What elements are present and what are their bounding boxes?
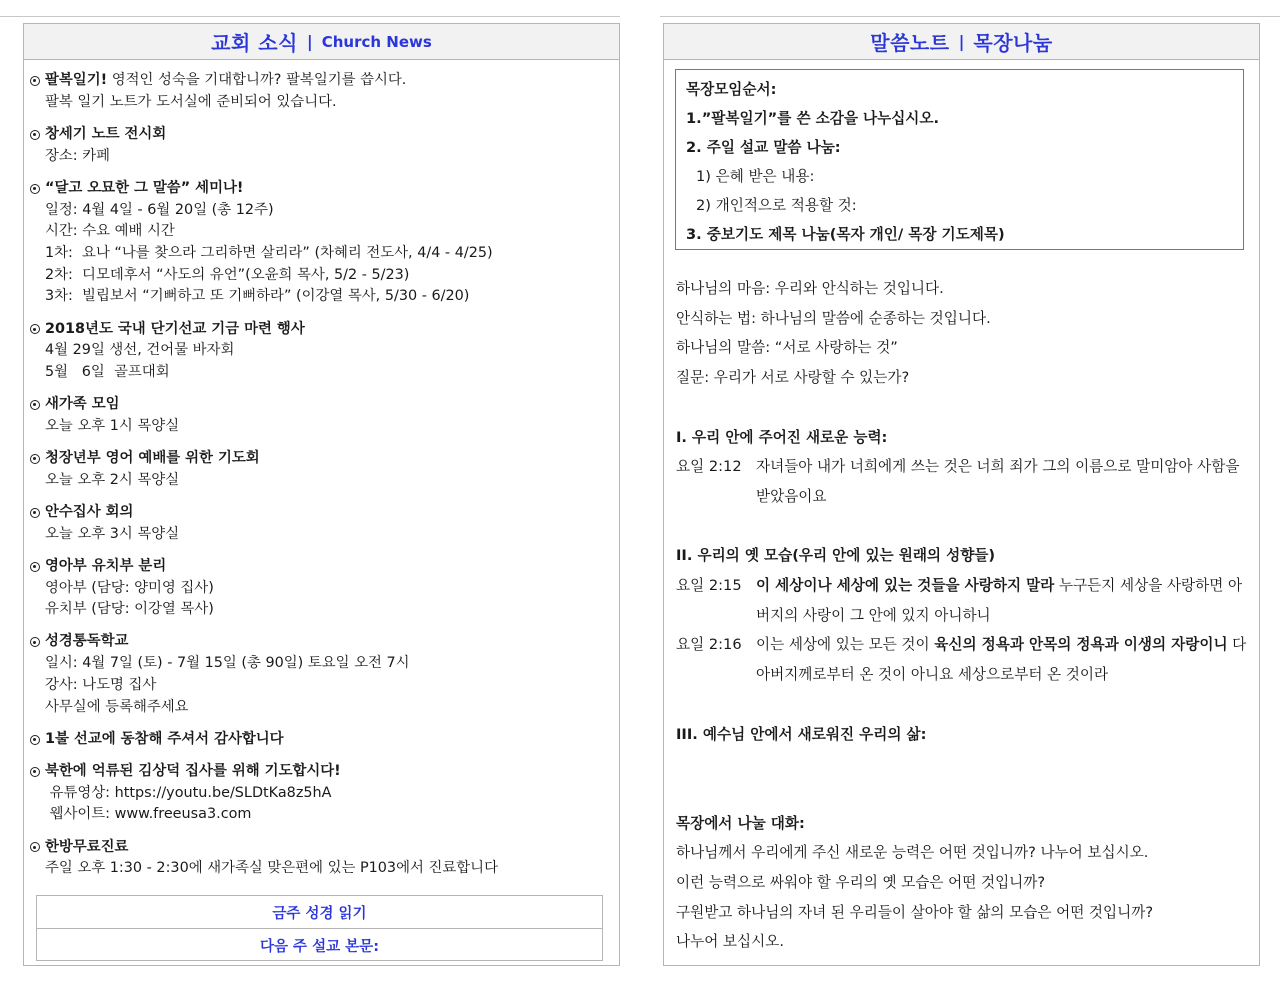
section-1-heading: I. 우리 안에 주어진 새로운 능력: bbox=[676, 428, 888, 446]
header-separator: | bbox=[306, 32, 313, 51]
news-item-detail: 1차: 요나 “나를 찾으라 그리하면 살리라” (차혜리 전도사, 4/4 - 4/25) bbox=[45, 244, 493, 261]
news-item-detail: 사무실에 등록해주세요 bbox=[45, 698, 189, 715]
discussion-line: 구원받고 하나님의 자녀 된 우리들이 살아야 할 삶의 모습은 어떤 것입니까? bbox=[676, 903, 1154, 921]
news-title-text: 성경통독학교 bbox=[45, 633, 129, 650]
top-rule-left bbox=[0, 16, 620, 17]
order-item-3: 3. 중보기도 제목 나눔(목자 개인/ 목장 기도제목) bbox=[686, 226, 1005, 243]
church-news-header bbox=[24, 24, 619, 60]
news-item-detail: 장소: 카페 bbox=[45, 147, 111, 164]
news-item-title bbox=[30, 394, 619, 416]
circle-bullet-icon bbox=[30, 562, 40, 572]
news-item bbox=[30, 394, 619, 437]
news-item-title bbox=[30, 729, 619, 751]
this-week-reading: 금주 성경 읽기 bbox=[272, 905, 367, 922]
news-title-text: 새가족 모임 bbox=[45, 396, 120, 413]
news-item-title bbox=[30, 837, 619, 859]
news-title-text: 청장년부 영어 예배를 위한 기도회 bbox=[45, 450, 260, 467]
news-item bbox=[30, 837, 619, 880]
circle-bullet-icon bbox=[30, 842, 40, 852]
cell-sharing-title: 목장나눔 bbox=[973, 31, 1053, 55]
cell-meeting-order-box bbox=[675, 69, 1244, 250]
news-item-title bbox=[30, 631, 619, 653]
news-title-text: 한방무료진료 bbox=[45, 838, 129, 855]
news-item bbox=[30, 729, 619, 751]
news-item-detail: 강사: 나도명 집사 bbox=[45, 676, 157, 693]
news-item-title bbox=[30, 502, 619, 524]
order-item-2-2: 2) 개인적으로 적용할 것: bbox=[696, 197, 857, 214]
circle-bullet-icon bbox=[30, 735, 40, 745]
circle-bullet-icon bbox=[30, 400, 40, 410]
intro-line: 질문: 우리가 서로 사랑할 수 있는가? bbox=[676, 369, 910, 387]
news-item-title bbox=[30, 70, 619, 92]
section-2-heading: II. 우리의 옛 모습(우리 안에 있는 원래의 성향들) bbox=[676, 547, 996, 565]
news-item-detail: 주일 오후 1:30 - 2:30에 새가족실 맞은편에 있는 P103에서 진료합니다 bbox=[45, 860, 498, 877]
verse-pre: 이는 세상에 있는 모든 것이 bbox=[756, 636, 935, 654]
news-item-detail: 일정: 4월 4일 - 6월 20일 (총 12주) bbox=[45, 201, 274, 218]
news-item-detail: 유튜영상: https://youtu.be/SLDtKa8z5hA bbox=[45, 784, 332, 801]
sermon-notes-header bbox=[664, 24, 1259, 60]
next-sermon-text: 다음 주 설교 본문: bbox=[37, 928, 602, 961]
verse-ref: 요일 2:16 bbox=[676, 636, 747, 654]
order-item-2: 2. 주일 설교 말씀 나눔: bbox=[686, 139, 841, 156]
order-item-1: 1.”팔복일기”를 쓴 소감을 나누십시오. bbox=[686, 110, 940, 127]
news-item-title bbox=[30, 178, 619, 200]
news-item-detail: 유치부 (담당: 이강열 목사) bbox=[45, 601, 214, 618]
news-item-detail: 영아부 (담당: 양미영 집사) bbox=[45, 579, 214, 596]
news-item-title bbox=[30, 124, 619, 146]
news-item-detail: 5월 6일 골프대회 bbox=[45, 363, 170, 380]
news-item-detail: 오늘 오후 2시 목양실 bbox=[45, 471, 180, 488]
news-title-text: 영아부 유치부 분리 bbox=[45, 557, 167, 574]
verse-rest: 누구든지 세상을 사랑하면 아버지의 사랑이 그 안에 있지 아니하니 bbox=[756, 577, 1243, 624]
news-title-text: 1불 선교에 동참해 주셔서 감사합니다 bbox=[45, 730, 284, 747]
discussion-line: 하나님께서 우리에게 주신 새로운 능력은 어떤 것입니까? 나누어 보십시오. bbox=[676, 844, 1149, 862]
verse-emphasis: 이 세상이나 세상에 있는 것들을 사랑하지 말라 bbox=[756, 577, 1055, 594]
news-item-detail: 3차: 빌립보서 “기뻐하고 또 기뻐하라” (이강열 목사, 5/30 - 6/20) bbox=[45, 288, 470, 305]
church-news-title: 교회 소식 bbox=[211, 31, 298, 55]
sermon-notes-title: 말씀노트 bbox=[870, 31, 950, 55]
verse-1jn-2-15 bbox=[676, 571, 1250, 630]
verse-text bbox=[756, 571, 1250, 630]
verse-emphasis: 육신의 정욕과 안목의 정욕과 이생의 자랑이니 bbox=[934, 636, 1228, 654]
discussion-line: 나누어 보십시오. bbox=[676, 933, 784, 951]
news-item-detail: 오늘 오후 3시 목양실 bbox=[45, 525, 180, 542]
circle-bullet-icon bbox=[30, 454, 40, 464]
order-item-2-1: 1) 은혜 받은 내용: bbox=[696, 168, 815, 185]
news-title-text: 창세기 노트 전시회 bbox=[45, 125, 167, 142]
news-item bbox=[30, 70, 619, 113]
church-news-panel bbox=[23, 23, 620, 966]
church-news-subtitle: Church News bbox=[321, 32, 432, 51]
circle-bullet-icon bbox=[30, 76, 40, 86]
discussion-heading: 목장에서 나눌 대화: bbox=[676, 814, 805, 832]
news-item-title bbox=[30, 448, 619, 470]
news-item-detail: 팔복 일기 노트가 도서실에 준비되어 있습니다. bbox=[45, 93, 337, 110]
news-item bbox=[30, 448, 619, 491]
news-item-title bbox=[30, 556, 619, 578]
news-list bbox=[24, 60, 619, 880]
news-item bbox=[30, 319, 619, 384]
news-title-text: 2018년도 국내 단기선교 기금 마련 행사 bbox=[45, 320, 305, 337]
top-rule-right bbox=[660, 16, 1280, 17]
news-item-title bbox=[30, 761, 619, 783]
bible-reading-box bbox=[36, 895, 603, 961]
verse-ref: 요일 2:12 bbox=[676, 458, 747, 476]
intro-line: 하나님의 말씀: “서로 사랑하는 것” bbox=[676, 339, 898, 357]
verse-rest: 다 아버지께로부터 온 것이 아니요 세상으로부터 온 것이라 bbox=[756, 636, 1247, 684]
news-item-detail: 시간: 수요 예배 시간 bbox=[45, 223, 175, 240]
news-item bbox=[30, 178, 619, 308]
news-item-title bbox=[30, 319, 619, 341]
news-item bbox=[30, 556, 619, 621]
verse-1jn-2-16 bbox=[676, 630, 1250, 689]
news-title-text: 팔복일기! bbox=[45, 72, 108, 88]
news-title-text: “달고 오묘한 그 말씀” 세미나! bbox=[45, 179, 244, 196]
news-item-detail: 4월 29일 생선, 건어물 바자회 bbox=[45, 342, 235, 359]
circle-bullet-icon bbox=[30, 324, 40, 334]
verse-1jn-2-12 bbox=[676, 452, 1250, 511]
circle-bullet-icon bbox=[30, 184, 40, 194]
news-item-detail: 웹사이트: www.freeusa3.com bbox=[45, 806, 252, 823]
news-item bbox=[30, 631, 619, 718]
news-item-detail: 2차: 디모데후서 “사도의 유언”(오윤희 목사, 5/2 - 5/23) bbox=[45, 266, 410, 283]
verse-text: 자녀들아 내가 너희에게 쓰는 것은 너희 죄가 그의 이름으로 말미암아 사함을 받았음이요 bbox=[756, 458, 1240, 505]
news-item bbox=[30, 761, 619, 826]
circle-bullet-icon bbox=[30, 767, 40, 777]
sermon-notes-panel bbox=[663, 23, 1260, 966]
news-title-text: 안수집사 회의 bbox=[45, 503, 134, 520]
circle-bullet-icon bbox=[30, 130, 40, 140]
news-item-detail: 일시: 4월 7일 (토) - 7월 15일 (총 90일) 토요일 오전 7시 bbox=[45, 655, 410, 672]
intro-line: 하나님의 마음: 우리와 안식하는 것입니다. bbox=[676, 280, 944, 297]
news-title-rest: 영적인 성숙을 기대합니까? 팔복일기를 씁시다. bbox=[107, 72, 407, 88]
circle-bullet-icon bbox=[30, 637, 40, 647]
discussion-line: 이런 능력으로 싸워야 할 우리의 옛 모습은 어떤 것입니까? bbox=[676, 873, 1046, 891]
news-item-detail: 오늘 오후 1시 목양실 bbox=[45, 417, 180, 434]
section-3-heading: III. 예수님 안에서 새로워진 우리의 삶: bbox=[676, 725, 927, 743]
news-title-text: 북한에 억류된 김상덕 집사를 위해 기도합시다! bbox=[45, 762, 341, 779]
verse-text bbox=[756, 630, 1250, 689]
header-separator: | bbox=[958, 32, 965, 51]
news-item bbox=[30, 502, 619, 545]
sermon-notes-body bbox=[676, 274, 1250, 957]
news-item bbox=[30, 124, 619, 167]
order-heading: 목장모임순서: bbox=[686, 81, 777, 98]
circle-bullet-icon bbox=[30, 508, 40, 518]
verse-ref: 요일 2:15 bbox=[676, 577, 747, 594]
intro-line: 안식하는 법: 하나님의 말씀에 순종하는 것입니다. bbox=[676, 309, 991, 327]
